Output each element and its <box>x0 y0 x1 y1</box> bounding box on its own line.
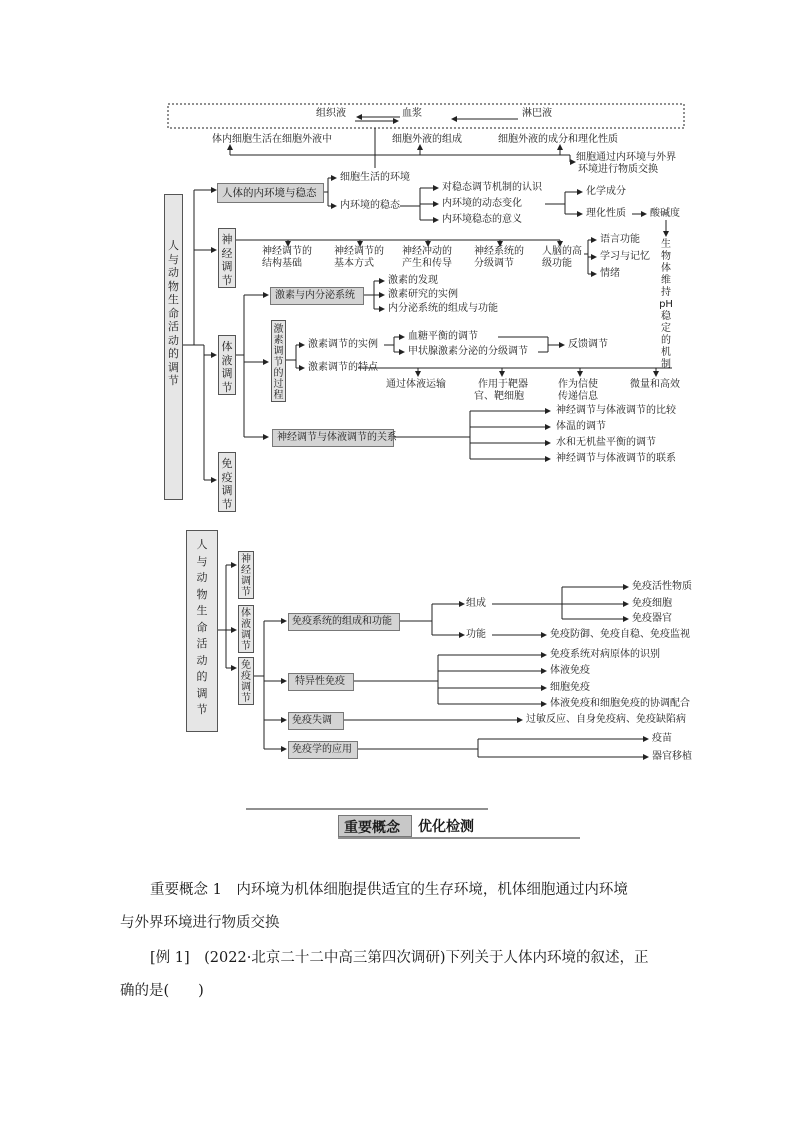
feature-efficient: 微量和高效 <box>630 379 680 390</box>
example-line-2: 确的是( ) <box>120 983 204 999</box>
immune-cells: 免疫细胞 <box>632 598 672 609</box>
specific-immunity-box: 特异性免疫 <box>288 673 354 691</box>
top-lymph: 淋巴液 <box>522 108 552 119</box>
top-plasma: 血浆 <box>402 108 422 119</box>
immune-organs: 免疫器官 <box>632 613 672 624</box>
vaccine: 疫苗 <box>652 733 672 744</box>
concept-line-2: 与外界环境进行物质交换 <box>120 915 280 931</box>
nerve-hierarchy-2: 分级调节 <box>474 258 514 269</box>
relation-water-salt: 水和无机盐平衡的调节 <box>556 437 656 448</box>
endocrine-composition: 内分泌系统的组成与功能 <box>388 303 498 314</box>
map2-humoral-box: 体 液 调 节 <box>238 605 254 653</box>
hormone-research: 激素研究的实例 <box>388 289 458 300</box>
map2-left-title: 人 与 动 物 生 命 活 动 的 调 节 <box>186 530 218 732</box>
map1-left-title: 人 与 动 物 生 命 活 动 的 调 节 <box>164 194 183 500</box>
hormone-examples: 激素调节的实例 <box>308 339 378 350</box>
section-title: 优化检测 <box>418 819 474 835</box>
relation-link: 神经调节与体液调节的联系 <box>556 453 676 464</box>
thyroid-regulation: 甲状腺激素分泌的分级调节 <box>408 346 528 357</box>
immune-application-box: 免疫学的应用 <box>288 741 358 759</box>
function-label: 功能 <box>466 629 486 640</box>
hormone-process-box: 激 素 调 节 的 过 程 <box>271 320 286 402</box>
language-function: 语言功能 <box>600 234 640 245</box>
homeo-dynamic: 内环境的动态变化 <box>442 198 522 209</box>
immune-system-box: 免疫系统的组成和功能 <box>288 613 400 631</box>
nerve-structural-basis-1: 神经调节的 <box>262 246 312 257</box>
feature-target-2: 官、靶细胞 <box>474 391 524 402</box>
map2-nerve-box: 神 经 调 节 <box>238 551 254 599</box>
feedback-regulation: 反馈调节 <box>568 339 608 350</box>
homeo-mechanism: 对稳态调节机制的认识 <box>442 182 542 193</box>
homeo-significance: 内环境稳态的意义 <box>442 214 522 225</box>
branch-exchange-2: 环境进行物质交换 <box>578 164 658 175</box>
map1-nerve-box: 神 经 调 节 <box>218 228 236 288</box>
blood-glucose: 血糖平衡的调节 <box>408 331 478 342</box>
relation-temperature: 体温的调节 <box>556 421 606 432</box>
disorder-types: 过敏反应、自身免疫病、免疫缺陷病 <box>526 714 686 725</box>
concept-line-1: 重要概念 1 内环境为机体细胞提供适宜的生存环境，机体细胞通过内环境 <box>150 882 628 898</box>
branch-properties: 细胞外液的成分和理化性质 <box>498 134 618 145</box>
hormone-features: 激素调节的特点 <box>308 362 378 373</box>
humoral-immunity: 体液免疫 <box>550 665 590 676</box>
nerve-structural-basis-2: 结构基础 <box>262 258 302 269</box>
branch-exchange-1: 细胞通过内环境与外界 <box>576 152 676 163</box>
feature-target-1: 作用于靶器 <box>478 379 528 390</box>
nerve-basic-mode-2: 基本方式 <box>334 258 374 269</box>
relation-compare: 神经调节与体液调节的比较 <box>556 405 676 416</box>
pathogen-recognition: 免疫系统对病原体的识别 <box>550 649 660 660</box>
hormone-discovery: 激素的发现 <box>388 275 438 286</box>
nerve-impulse-1: 神经冲动的 <box>402 246 452 257</box>
feature-transport: 通过体液运输 <box>386 379 446 390</box>
map2-immune-box: 免 疫 调 节 <box>238 657 254 705</box>
relation-box: 神经调节与体液调节的关系 <box>272 429 394 447</box>
cellular-immunity: 细胞免疫 <box>550 682 590 693</box>
coordination: 体液免疫和细胞免疫的协调配合 <box>550 698 690 709</box>
organ-transplant: 器官移植 <box>652 751 692 762</box>
branch-composition: 细胞外液的组成 <box>392 134 462 145</box>
nerve-basic-mode-1: 神经调节的 <box>334 246 384 257</box>
example-line-1: [例 1] (2022·北京二十二中高三第四次调研)下列关于人体内环境的叙述，正 <box>150 950 649 966</box>
ph-mechanism-vertical: 生 物 体 维 持 pH 稳 定 的 机 制 <box>659 239 673 370</box>
map1-humoral-box: 体 液 调 节 <box>218 335 236 395</box>
emotion: 情绪 <box>600 268 620 279</box>
hormone-system-box: 激素与内分泌系统 <box>270 287 364 305</box>
acidity: 酸碱度 <box>650 208 680 219</box>
brain-function-2: 级功能 <box>542 258 572 269</box>
nerve-hierarchy-1: 神经系统的 <box>474 246 524 257</box>
cell-environment: 细胞生活的环境 <box>340 172 410 183</box>
learning-memory: 学习与记忆 <box>600 251 650 262</box>
nerve-impulse-2: 产生和传导 <box>402 258 452 269</box>
immune-disorder-box: 免疫失调 <box>288 712 344 730</box>
immune-active-substance: 免疫活性物质 <box>632 581 692 592</box>
homeostasis: 内环境的稳态 <box>340 200 400 211</box>
section-label-box: 重要概念 <box>338 815 412 837</box>
feature-messenger-1: 作为信使 <box>558 379 598 390</box>
inner-env-box: 人体的内环境与稳态 <box>217 183 324 203</box>
composition-label: 组成 <box>466 598 486 609</box>
physical-properties: 理化性质 <box>586 208 626 219</box>
immune-functions: 免疫防御、免疫自稳、免疫监视 <box>550 629 690 640</box>
map1-immune-box: 免 疫 调 节 <box>218 452 236 512</box>
branch-cells-live: 体内细胞生活在细胞外液中 <box>212 134 332 145</box>
feature-messenger-2: 传递信息 <box>558 391 598 402</box>
brain-function-1: 人脑的高 <box>542 246 582 257</box>
top-tissue-fluid: 组织液 <box>316 108 346 119</box>
chemical-composition: 化学成分 <box>586 186 626 197</box>
